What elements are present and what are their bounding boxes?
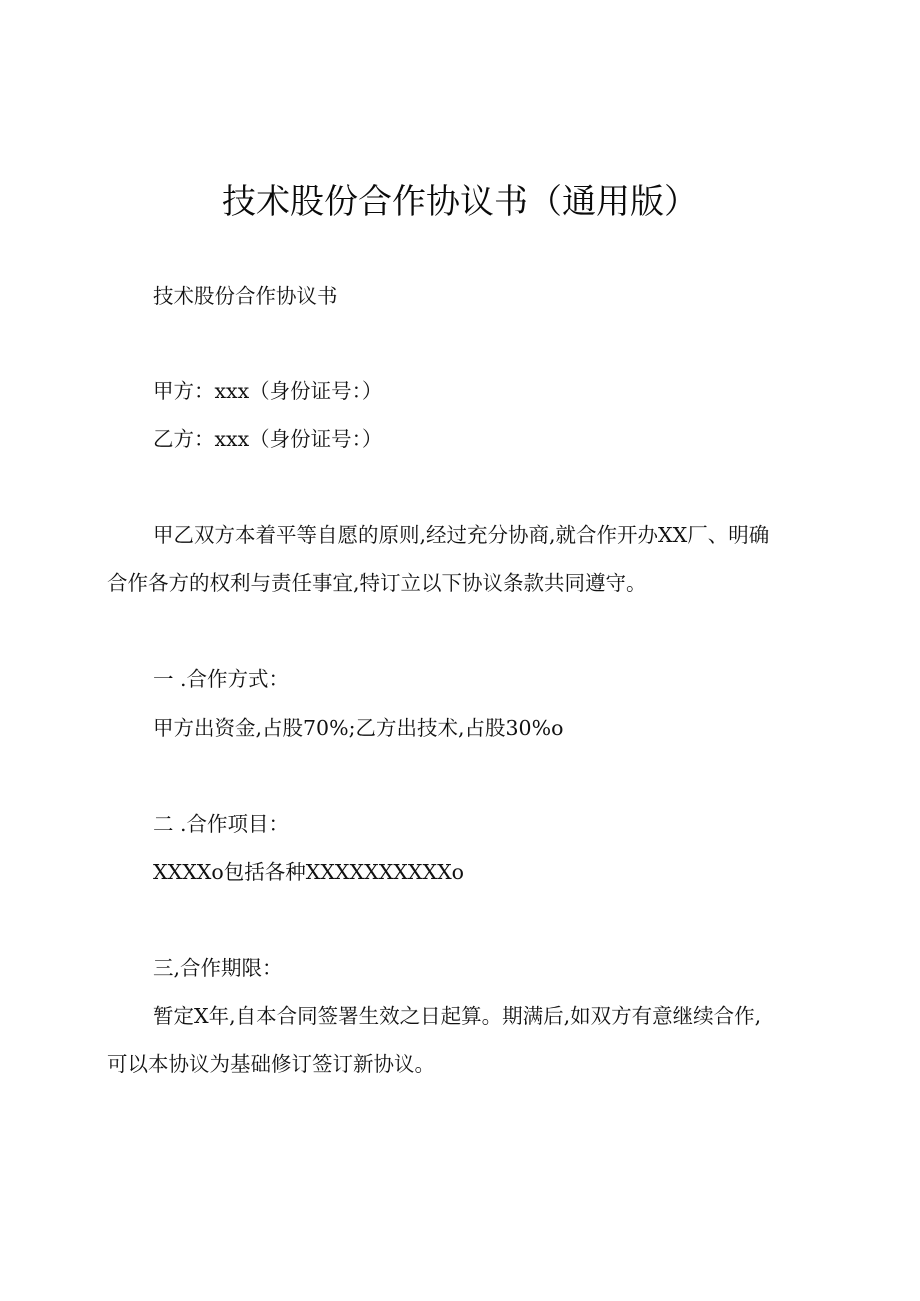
intro-paragraph-line-1: 甲乙双方本着平等自愿的原则,经过充分协商,就合作开办XX厂、明确 <box>153 523 770 547</box>
section1-heading: 一 .合作方式： <box>153 667 290 691</box>
party-b-line: 乙方：xxx（身份证号：） <box>153 427 383 451</box>
section3-body-line-1: 暂定X年,自本合同签署生效之日起算。期满后,如双方有意继续合作, <box>153 1004 762 1028</box>
document-subtitle: 技术股份合作协议书 <box>153 284 338 308</box>
section1-body: 甲方出资金,占股70%;乙方出技术,占股30%o <box>153 716 564 740</box>
section3-body-line-2: 可以本协议为基础修订签订新协议。 <box>107 1052 435 1076</box>
party-a-line: 甲方：xxx（身份证号：） <box>153 379 383 403</box>
section3-heading: 三,合作期限： <box>153 956 283 980</box>
section2-heading: 二 .合作项目： <box>153 812 290 836</box>
document-title: 技术股份合作协议书（通用版） <box>222 182 698 222</box>
section2-body: XXXXo包括各种XXXXXXXXXXo <box>153 860 465 884</box>
intro-paragraph-line-2: 合作各方的权利与责任事宜,特订立以下协议条款共同遵守。 <box>107 571 647 595</box>
